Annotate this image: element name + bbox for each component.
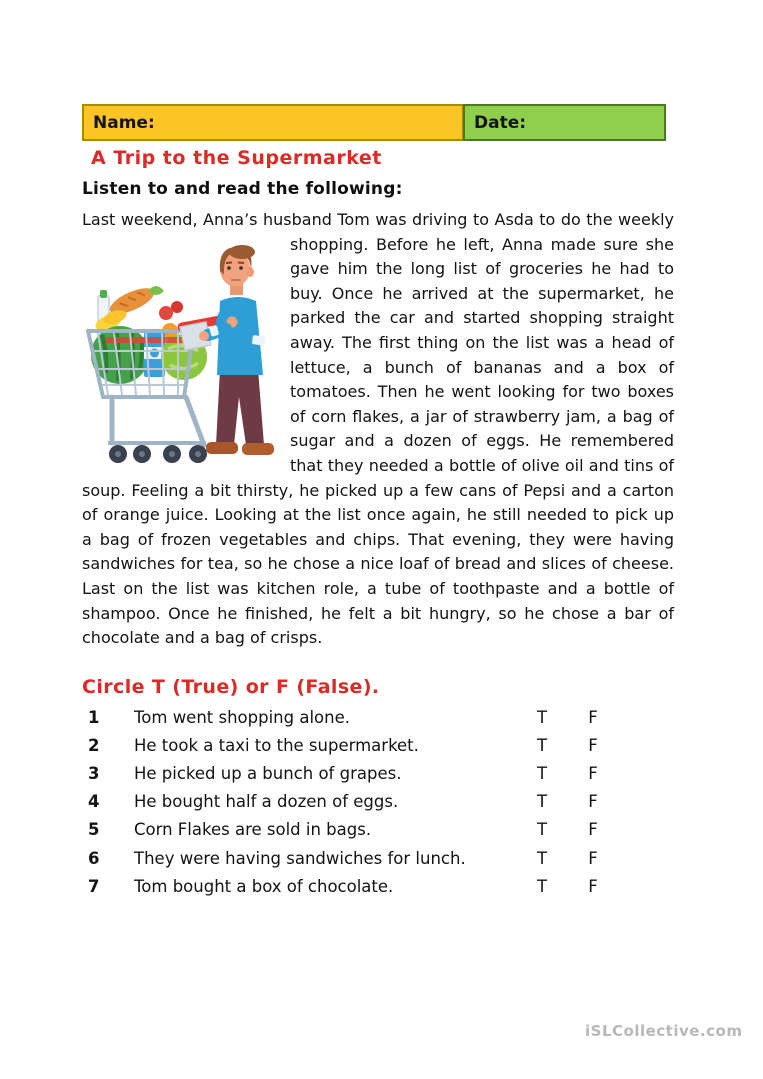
- quiz-row-3: [82, 759, 616, 787]
- question-number: 4: [88, 792, 100, 812]
- shopping-cart-illustration: [82, 208, 290, 470]
- question-text: Tom bought a box of chocolate.: [134, 876, 394, 896]
- question-number: 7: [88, 876, 100, 896]
- question-text: He bought half a dozen of eggs.: [134, 792, 399, 812]
- question-number: 5: [88, 820, 100, 840]
- date-label: Date:: [474, 112, 527, 133]
- name-label: Name:: [93, 112, 155, 133]
- page-title: A Trip to the Supermarket: [91, 147, 382, 169]
- true-option-1[interactable]: T: [536, 707, 548, 727]
- true-option-5[interactable]: T: [536, 820, 548, 840]
- false-option-4[interactable]: F: [588, 792, 598, 812]
- true-option-2[interactable]: T: [536, 735, 548, 755]
- islcollective-watermark: iSLCollective.com: [585, 1022, 743, 1040]
- question-text: He picked up a bunch of grapes.: [134, 763, 402, 783]
- false-option-5[interactable]: F: [588, 820, 598, 840]
- question-text: They were having sandwiches for lunch.: [134, 848, 466, 868]
- quiz-row-1: [82, 703, 616, 731]
- date-field[interactable]: [463, 104, 666, 141]
- quiz-row-2: [82, 731, 616, 759]
- false-option-3[interactable]: F: [588, 763, 598, 783]
- question-text: Tom went shopping alone.: [134, 707, 351, 727]
- true-false-quiz: [82, 703, 616, 900]
- name-field[interactable]: [82, 104, 463, 141]
- true-option-7[interactable]: T: [536, 876, 548, 896]
- passage-text: Last weekend, Anna’s husband Tom was driving to Asda to do the weekly shopping. Before he left, Anna made sure she gave him the long list of groceries he had to buy. Once he arrived at the supermarket, he parked the car and started shopping straight away. The first thing on the list was a head of lettuce, a bunch of bananas and a box of tomatoes. Then he went looking for two boxes of corn flakes, a jar of strawberry jam, a bag of sugar and a dozen of eggs. He remembered that they needed a bottle of olive oil and tins of soup. Feeling a bit thirsty, he picked up a few cans of Pepsi and a carton of orange juice. Looking at the list once again, he still needed to pick up a bag of frozen vegetables and chips. That evening, they were having sandwiches for tea, so he chose a nice loaf of bread and slices of cheese. Last on the list was kitchen role, a tube of toothpaste and a bottle of shampoo. Once he finished, he felt a bit hungry, so he chose a bar of chocolate and a bag of crisps.: [82, 210, 674, 648]
- question-number: 1: [88, 707, 100, 727]
- false-option-2[interactable]: F: [588, 735, 598, 755]
- false-option-6[interactable]: F: [588, 848, 598, 868]
- quiz-row-7: [82, 872, 616, 900]
- passage-instruction: Listen to and read the following:: [82, 179, 403, 199]
- man-pushing-shopping-cart-icon: [82, 238, 282, 470]
- question-number: 6: [88, 848, 100, 868]
- false-option-7[interactable]: F: [588, 876, 598, 896]
- quiz-row-6: [82, 844, 616, 872]
- question-number: 2: [88, 735, 100, 755]
- question-text: He took a taxi to the supermarket.: [134, 735, 419, 755]
- false-option-1[interactable]: F: [588, 707, 598, 727]
- true-option-3[interactable]: T: [536, 763, 548, 783]
- quiz-row-5: [82, 816, 616, 844]
- question-number: 3: [88, 763, 100, 783]
- true-option-6[interactable]: T: [536, 848, 548, 868]
- name-date-table: [82, 104, 666, 141]
- question-text: Corn Flakes are sold in bags.: [134, 820, 372, 840]
- quiz-row-4: [82, 788, 616, 816]
- true-option-4[interactable]: T: [536, 792, 548, 812]
- quiz-heading: Circle T (True) or F (False).: [82, 676, 380, 698]
- reading-passage: [82, 208, 674, 651]
